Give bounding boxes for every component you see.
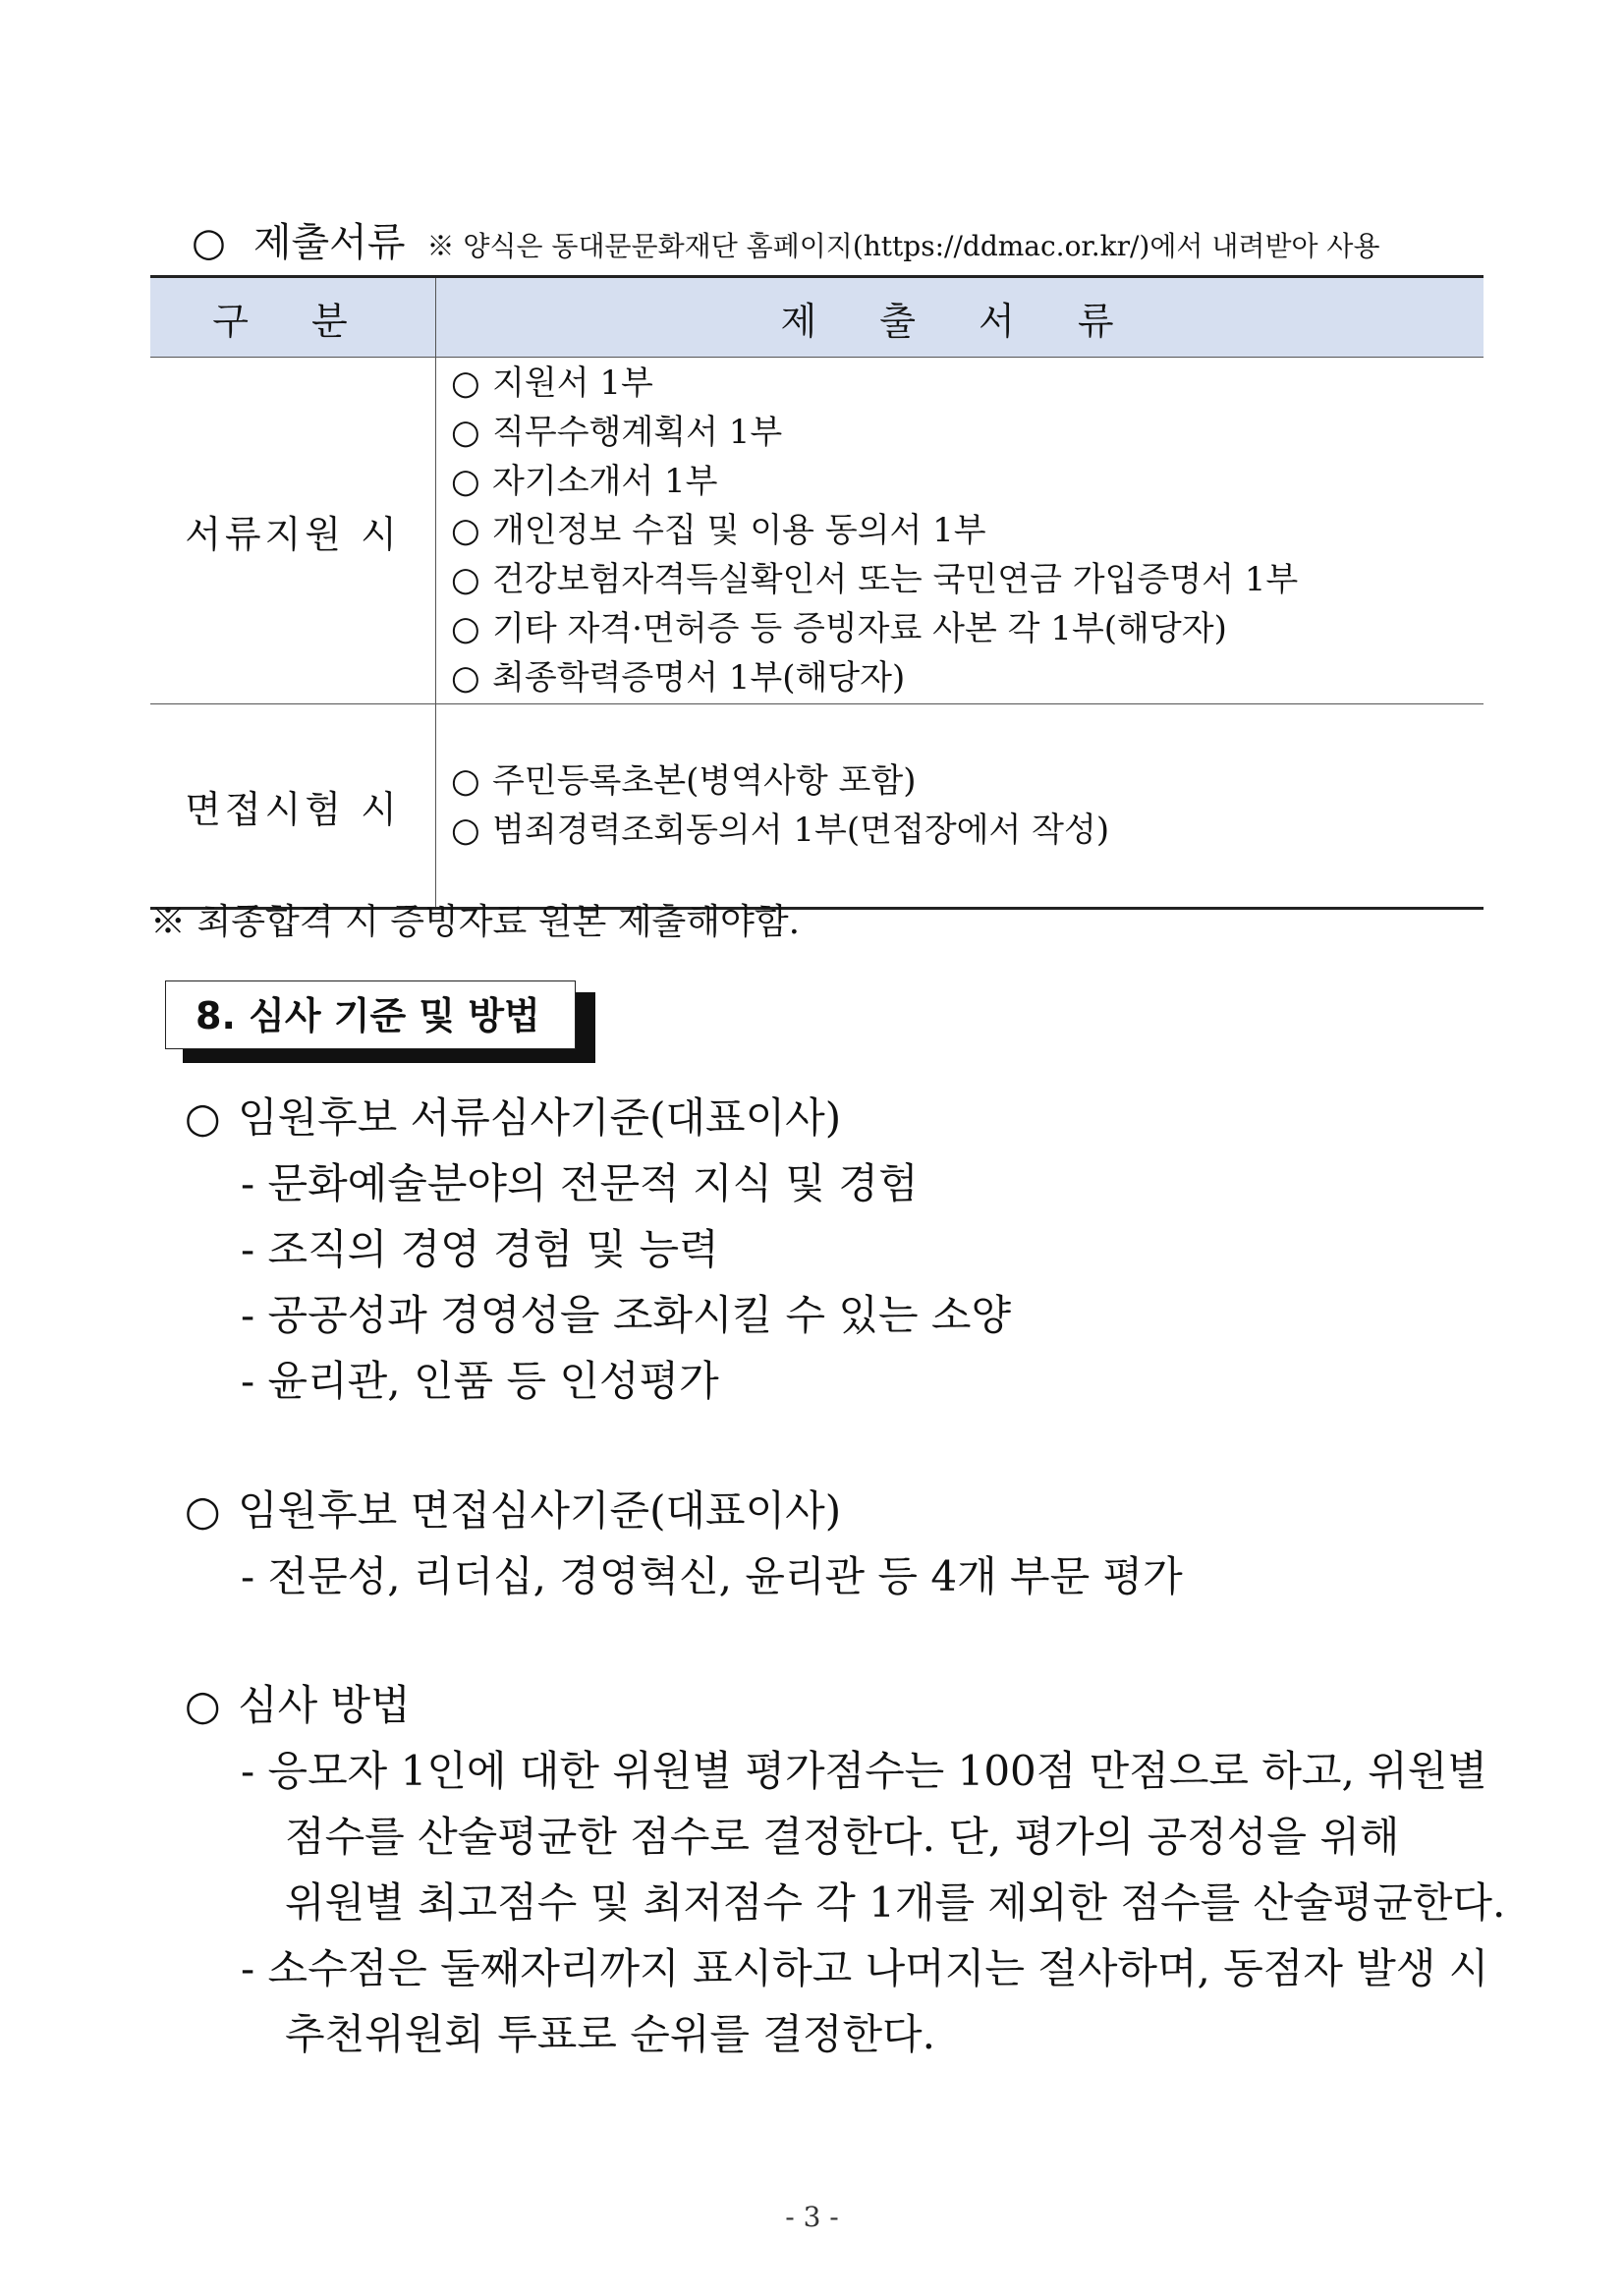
method-paragraph-line: - 응모자 1인에 대한 위원별 평가점수는 100점 만점으로 하고, 위원별 xyxy=(241,1747,1487,1795)
circle-bullet-icon: ○ xyxy=(451,811,480,850)
list-item: ○ 건강보험자격득실확인서 또는 국민연금 가입증명서 1부 xyxy=(451,555,1483,604)
table-row xyxy=(150,358,1484,704)
circle-bullet-icon: ○ xyxy=(185,1486,221,1535)
section-title: 8. 심사 기준 및 방법 xyxy=(165,980,576,1049)
list-item: ○ 범죄경력조회동의서 1부(면접장에서 작성) xyxy=(451,806,1483,855)
list-item: - 조직의 경영 경험 및 능력 xyxy=(241,1225,719,1273)
section-title-box xyxy=(165,980,578,1051)
footnote: ※ 최종합격 시 증빙자료 원본 제출해야함. xyxy=(150,902,801,942)
list-item: ○ 개인정보 수집 및 이용 동의서 1부 xyxy=(451,506,1483,555)
table-row xyxy=(150,704,1484,909)
submission-heading xyxy=(192,211,1380,267)
circle-bullet-icon: ○ xyxy=(451,609,480,648)
list-item: - 전문성, 리더십, 경영혁신, 윤리관 등 4개 부문 평가 xyxy=(241,1552,1183,1600)
header-documents: 제 출 서 류 xyxy=(436,277,1484,358)
list-item: ○ 직무수행계획서 1부 xyxy=(451,408,1483,457)
header-category: 구 분 xyxy=(150,277,436,358)
submission-note: ※ 양식은 동대문문화재단 홈페이지(https://ddmac.or.kr/)에서 내려받아 사용 xyxy=(426,230,1380,262)
list-item: ○ 지원서 1부 xyxy=(451,359,1483,408)
method-paragraph-line: 점수를 산술평균한 점수로 결정한다. 단, 평가의 공정성을 위해 xyxy=(285,1813,1400,1861)
doc-criteria-title: ○ 임원후보 서류심사기준(대표이사) xyxy=(185,1093,842,1142)
method-title: ○ 심사 방법 xyxy=(185,1681,411,1729)
circle-bullet-icon: ○ xyxy=(185,1093,221,1142)
row-items xyxy=(436,358,1484,704)
list-item: ○ 최종학력증명서 1부(해당자) xyxy=(451,653,1483,702)
circle-bullet-icon: ○ xyxy=(451,413,480,452)
circle-bullet-icon: ○ xyxy=(451,560,480,599)
list-item: ○ 주민등록초본(병역사항 포함) xyxy=(451,756,1483,806)
circle-bullet-icon: ○ xyxy=(451,462,480,501)
list-item: - 공공성과 경영성을 조화시킬 수 있는 소양 xyxy=(241,1291,1012,1339)
circle-bullet-icon: ○ xyxy=(451,658,480,698)
row-items xyxy=(436,704,1484,909)
list-item: ○ 기타 자격·면허증 등 증빙자료 사본 각 1부(해당자) xyxy=(451,604,1483,653)
method-paragraph-line: - 소수점은 둘째자리까지 표시하고 나머지는 절사하며, 동점자 발생 시 xyxy=(241,1944,1489,1992)
circle-bullet-icon: ○ xyxy=(451,761,480,801)
circle-bullet-icon: ○ xyxy=(185,1681,221,1729)
row-category: 면접시험 시 xyxy=(150,704,436,909)
circle-bullet-icon: ○ xyxy=(451,511,480,550)
list-item: - 윤리관, 인품 등 인성평가 xyxy=(241,1357,719,1405)
row-category: 서류지원 시 xyxy=(150,358,436,704)
list-item: - 문화예술분야의 전문적 지식 및 경험 xyxy=(241,1159,919,1207)
list-item: ○ 자기소개서 1부 xyxy=(451,457,1483,506)
circle-bullet-icon: ○ xyxy=(192,220,226,265)
method-paragraph-line: 추천위원회 투표로 순위를 결정한다. xyxy=(285,2010,935,2058)
table-header-row xyxy=(150,277,1484,358)
page-number: - 3 - xyxy=(785,2201,839,2233)
documents-table xyxy=(150,275,1484,910)
method-paragraph-line: 위원별 최고점수 및 최저점수 각 1개를 제외한 점수를 산술평균한다. xyxy=(285,1878,1506,1927)
interview-criteria-title: ○ 임원후보 면접심사기준(대표이사) xyxy=(185,1486,842,1535)
circle-bullet-icon: ○ xyxy=(451,364,480,403)
submission-title: 제출서류 xyxy=(252,220,406,265)
